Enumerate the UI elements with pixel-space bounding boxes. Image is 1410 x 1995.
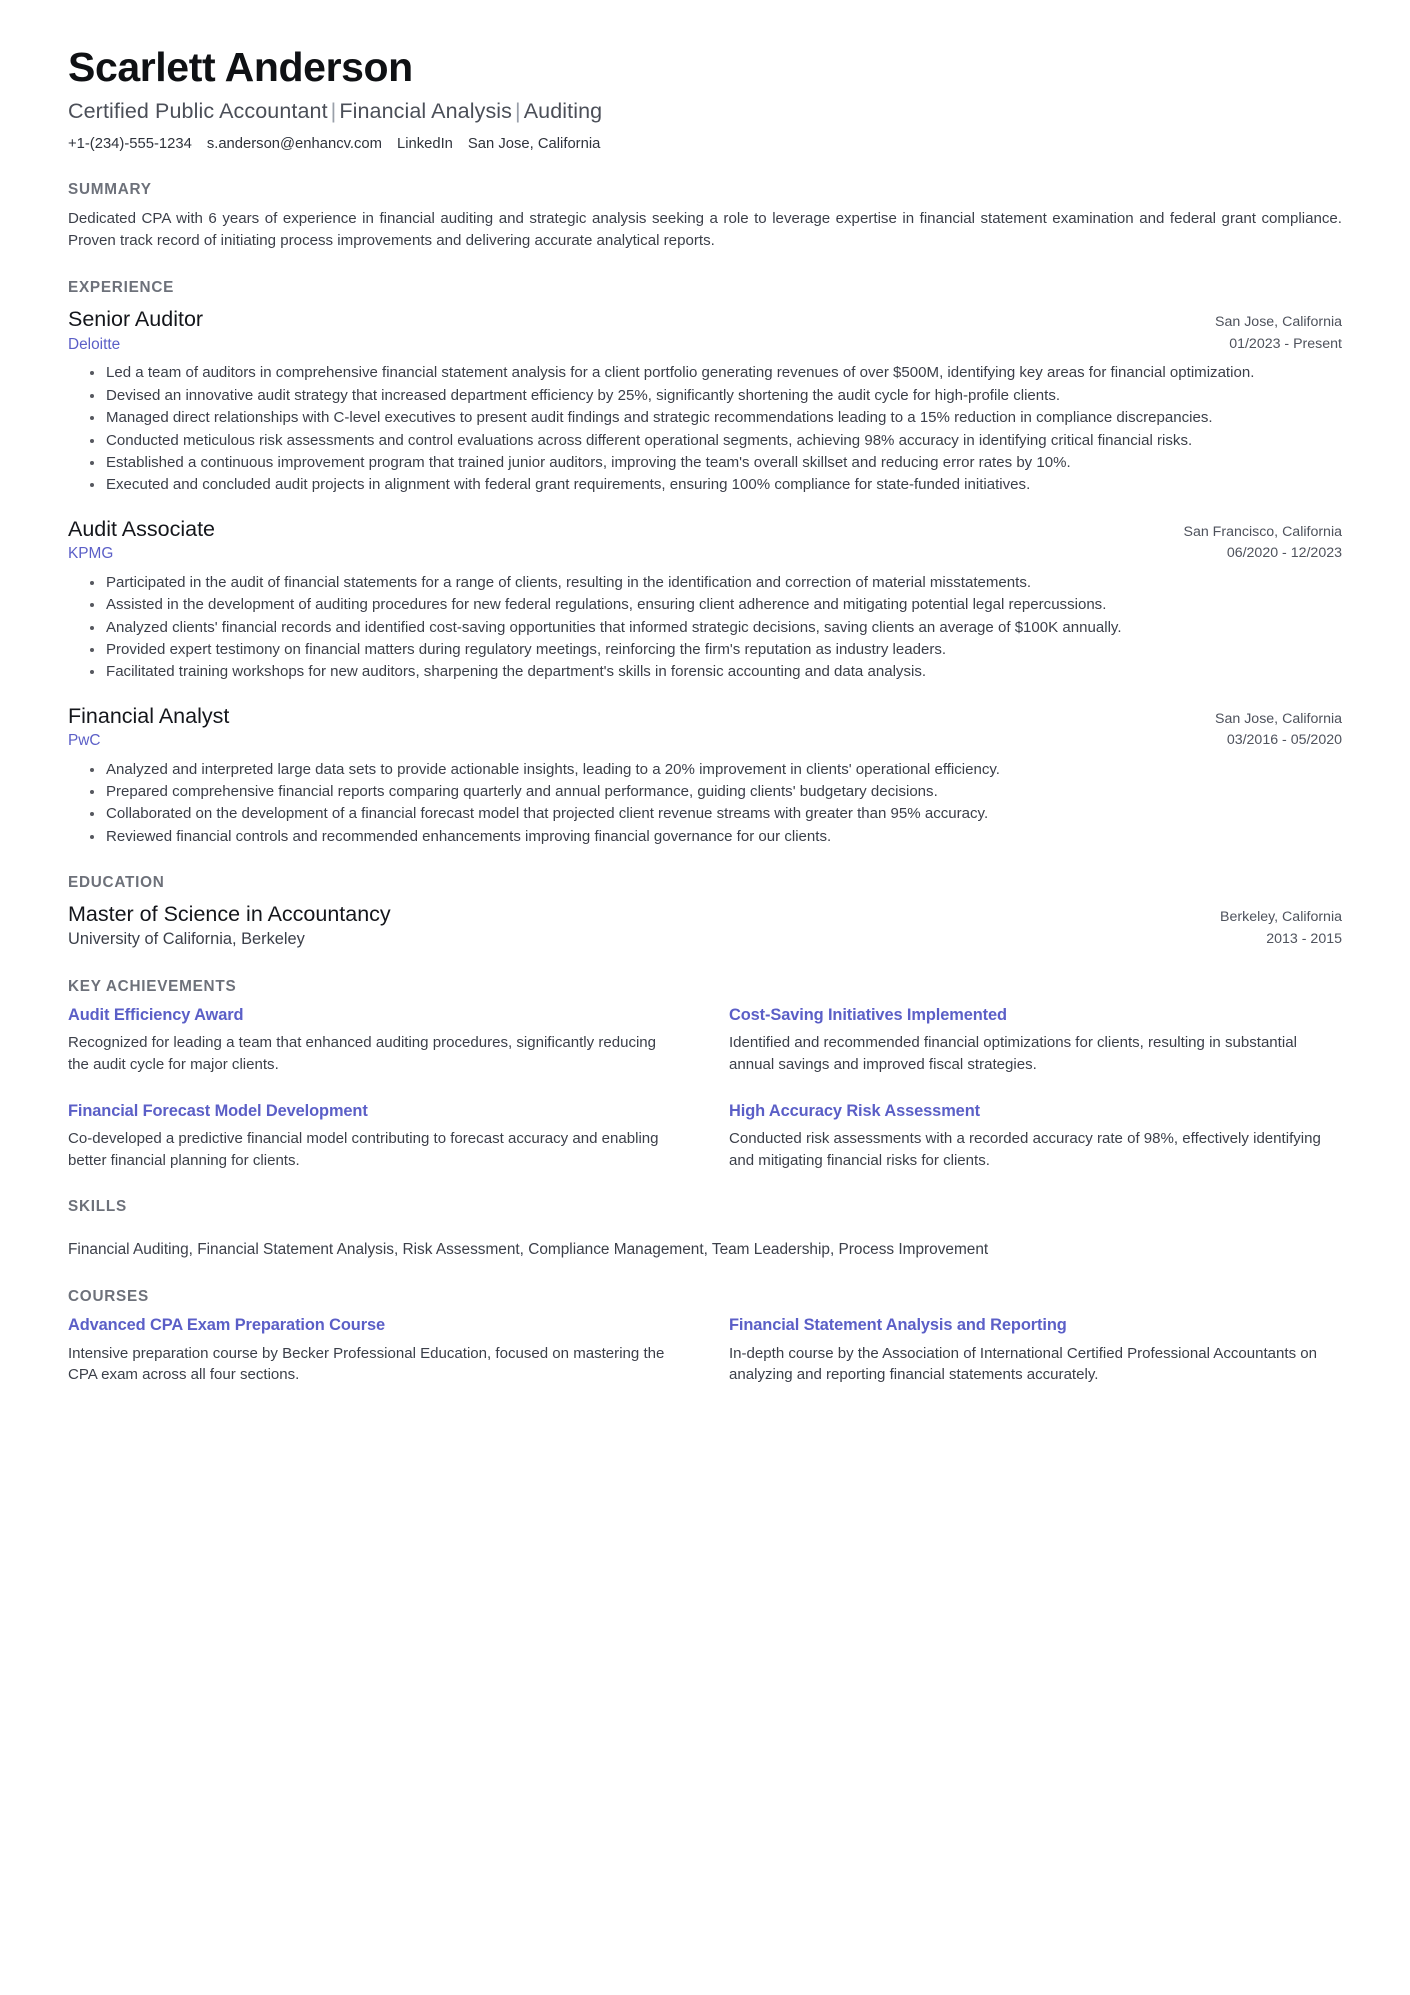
experience-entry [68,516,1342,683]
education-location: Berkeley, California [1220,909,1342,926]
experience-bullet-list [68,362,1342,495]
experience-bullet-list [68,759,1342,847]
achievement-title: Audit Efficiency Award [68,1005,244,1024]
headline-separator-1: | [330,98,337,123]
achievement-title: Cost-Saving Initiatives Implemented [729,1005,1007,1024]
experience-dates: 03/2016 - 05/2020 [1226,732,1342,749]
section-summary [68,181,1342,252]
experience-bullet: Conducted meticulous risk assessments and control evaluations across different operational segments, achieving 98% accuracy in identifying critical financial risks. [88,430,1342,451]
experience-company[interactable]: KPMG [68,544,114,562]
achievement-item [729,1101,1342,1171]
experience-company[interactable]: Deloitte [68,335,121,353]
experience-bullet: Prepared comprehensive financial reports comparing quarterly and annual performance, guiding clients' budgetary decisions. [88,781,1342,802]
experience-entry-main [68,306,1191,354]
course-title: Advanced CPA Exam Preparation Course [68,1316,386,1335]
section-education [68,874,1342,951]
experience-location: San Jose, California [1215,314,1342,331]
education-entry-header [68,901,1342,951]
achievement-description: Conducted risk assessments with a recorded accuracy rate of 98%, effectively identifying and mitigating financial risks for clients. [729,1130,1321,1169]
headline-part-2: Financial Analysis [339,98,513,123]
education-entry-meta [1196,901,1342,950]
course-item [68,1315,681,1385]
experience-bullet: Provided expert testimony on financial matters during regulatory meetings, reinforcing the firm's reputation as industry leaders. [88,639,1342,660]
experience-bullet: Analyzed clients' financial records and identified cost-saving opportunities that informed strategic decisions, saving clients an average of $100K annually. [88,617,1342,638]
section-courses [68,1288,1342,1385]
achievement-description: Identified and recommended financial optimizations for clients, resulting in substantial annual savings and improved fiscal strategies. [729,1034,1297,1073]
contact-linkedin-link[interactable]: LinkedIn [396,135,453,152]
experience-entry-header [68,703,1342,752]
section-title-summary: SUMMARY [68,180,152,198]
summary-text: Dedicated CPA with 6 years of experience in financial auditing and strategic analysis seeking a role to leverage expertise in financial statement examination and federal grant compliance. Proven track record of initiating process improvements and delivering accurate analytical reports. [68,209,1342,250]
experience-bullet: Established a continuous improvement program that trained junior auditors, improving the team's overall skillset and reducing error rates by 10%. [88,452,1342,473]
section-title-skills: SKILLS [68,1198,127,1216]
education-entry-main [68,901,1196,951]
experience-bullet: Participated in the audit of financial statements for a range of clients, resulting in the identification and correction of material misstatements. [88,572,1342,593]
headline-part-3: Auditing [523,98,603,123]
section-experience [68,279,1342,847]
experience-entry-main [68,703,1191,751]
headline-part-1: Certified Public Accountant [68,98,328,123]
skills-list: Financial Auditing, Financial Statement Analysis, Risk Assessment, Compliance Management, Team Leadership, Process Improvement [68,1241,989,1259]
experience-entry-main [68,516,1160,564]
experience-bullet-list [68,572,1342,683]
experience-bullet: Collaborated on the development of a financial forecast model that projected client revenue streams with greater than 95% accuracy. [88,803,1342,824]
experience-entry-meta [1191,306,1342,355]
experience-location: San Jose, California [1215,710,1342,727]
experience-bullet: Assisted in the development of auditing procedures for new federal regulations, ensuring client adherence and mitigating potential legal repercussions. [88,594,1342,615]
course-description: Intensive preparation course by Becker Professional Education, focused on mastering the CPA exam across all four sections. [68,1344,665,1384]
experience-location: San Francisco, California [1183,523,1342,540]
education-dates: 2013 - 2015 [1266,930,1342,947]
experience-bullet: Analyzed and interpreted large data sets to provide actionable insights, leading to a 20% improvement in clients' operational efficiency. [88,759,1342,780]
section-skills [68,1198,1342,1261]
section-title-experience: EXPERIENCE [68,279,175,297]
experience-entry-header [68,306,1342,355]
contact-phone[interactable]: +1-(234)-555-1234 [68,135,192,152]
experience-dates: 06/2020 - 12/2023 [1226,545,1342,562]
course-description: In-depth course by the Association of International Certified Professional Accountants on analyzing and reporting financial statements accurately. [729,1344,1318,1384]
key-achievements-grid [68,1005,1342,1171]
experience-bullet: Reviewed financial controls and recommended enhancements improving financial governance for our clients. [88,826,1342,847]
education-degree: Master of Science in Accountancy [68,902,391,927]
achievement-description: Co-developed a predictive financial model contributing to forecast accuracy and enabling better financial planning for clients. [68,1130,659,1169]
experience-entry [68,703,1342,848]
experience-role: Senior Auditor [68,307,204,332]
course-item [729,1315,1342,1385]
candidate-name: Scarlett Anderson [68,44,413,90]
resume-header [68,45,1342,154]
courses-grid [68,1315,1342,1385]
headline-separator-2: | [515,98,521,123]
section-title-education: EDUCATION [68,874,165,892]
experience-dates: 01/2023 - Present [1229,335,1342,352]
achievement-item [729,1005,1342,1075]
experience-bullet: Facilitated training workshops for new auditors, sharpening the department's skills in forensic accounting and data analysis. [88,661,1342,682]
experience-entry [68,306,1342,495]
section-key-achievements [68,978,1342,1171]
course-title: Financial Statement Analysis and Reporting [729,1316,1067,1335]
achievement-title: Financial Forecast Model Development [68,1101,368,1120]
experience-entry-meta [1191,703,1342,752]
section-title-courses: COURSES [68,1288,149,1306]
achievement-item [68,1101,681,1171]
candidate-headline [68,99,1342,125]
contact-line [68,135,1342,154]
contact-email[interactable]: s.anderson@enhancv.com [206,135,382,152]
experience-company[interactable]: PwC [68,731,101,749]
achievement-title: High Accuracy Risk Assessment [729,1101,980,1120]
experience-bullet: Led a team of auditors in comprehensive financial statement analysis for a client portfolio generating revenues of over $500M, identifying key areas for financial optimization. [88,362,1342,383]
contact-location: San Jose, California [467,135,601,152]
education-entry [68,901,1342,951]
experience-entry-header [68,516,1342,565]
experience-role: Financial Analyst [68,703,230,728]
experience-bullet: Devised an innovative audit strategy that increased department efficiency by 25%, significantly shortening the audit cycle for high-profile clients. [88,385,1342,406]
section-title-key-achievements: KEY ACHIEVEMENTS [68,977,237,995]
achievement-description: Recognized for leading a team that enhanced auditing procedures, significantly reducing the audit cycle for major clients. [68,1034,657,1073]
achievement-item [68,1005,681,1075]
experience-entry-meta [1160,516,1343,565]
experience-bullet: Executed and concluded audit projects in alignment with federal grant requirements, ensuring 100% compliance for state-funded initiatives. [88,474,1342,495]
experience-bullet: Managed direct relationships with C-level executives to present audit findings and strategic recommendations leading to a 15% reduction in compliance discrepancies. [88,407,1342,428]
experience-role: Audit Associate [68,516,216,541]
education-school: University of California, Berkeley [68,930,305,949]
